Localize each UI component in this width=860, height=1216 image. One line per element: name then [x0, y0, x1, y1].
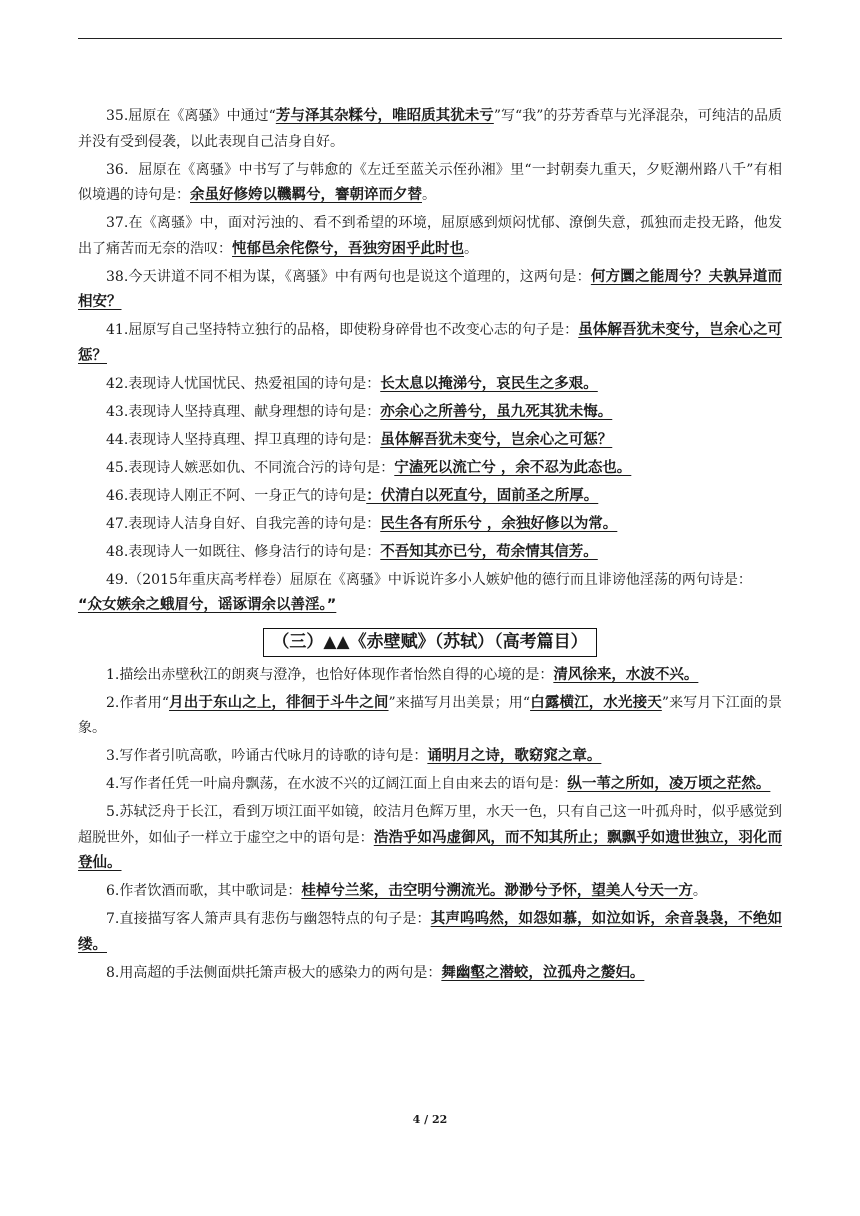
answer-text: 浩浩乎如冯虚御风，而不知其所止；飘飘乎如遗世独立，羽化而登仙。 [78, 829, 782, 871]
answer-text: 忳郁邑余侘傺兮，吾独穷困乎此时也 [232, 240, 464, 257]
question-text: 3.写作者引吭高歌，吟诵古代咏月的诗歌的诗句是： [106, 748, 428, 764]
question-text: 48.表现诗人一如既往、修身洁行的诗句是： [106, 543, 381, 560]
answer-text: “众女嫉余之蛾眉兮，谣诼谓余以善淫。” [78, 597, 337, 613]
section-heading-wrap [78, 628, 782, 657]
question-text: 49.（2015年重庆高考样卷）屈原在《离骚》中诉说许多小人嫉妒他的德行而且诽谤他淫荡的两句诗是： [106, 571, 752, 588]
question-text: 1.描绘出赤壁秋江的朗爽与澄净，也恰好体现作者怡然自得的心境的是： [106, 666, 554, 683]
question-text: 41.屈原写自己坚持特立独行的品格，即使粉身碎骨也不改变心志的句子是： [106, 322, 579, 338]
question-text: 37.在《离骚》中，面对污浊的、看不到希望的环境，屈原感到烦闷忧郁、潦倒失意，孤独而走投无路，他发出了痛苦而无奈的浩叹： [78, 215, 782, 257]
question-text: 45.表现诗人嫉恶如仇、不同流合污的诗句是： [106, 459, 395, 476]
question-item [78, 540, 782, 566]
question-item [78, 265, 782, 316]
question-text: 47.表现诗人洁身自好、自我完善的诗句是： [106, 515, 381, 532]
answer-text: 桂棹兮兰桨，击空明兮溯流光。渺渺兮予怀，望美人兮天一方 [301, 883, 693, 899]
question-tail: ”写“我”的芬芳香草与光泽混杂，可纯洁的品质并没有受到侵袭，以此表现自己洁身自好。 [78, 108, 782, 150]
question-item [78, 663, 782, 689]
question-tail: 。 [464, 240, 478, 257]
question-item [78, 372, 782, 398]
question-text: 35.屈原在《离骚》中通过“ [106, 108, 276, 124]
question-item [78, 318, 782, 369]
answer-text: 白露横江，水光接天 [530, 694, 662, 711]
answer-text: 舞幽壑之潜蛟，泣孤舟之嫠妇。 [441, 964, 645, 981]
question-tail: ”来写月下江面的景象。 [78, 694, 782, 736]
question-text: 8.用高超的手法侧面烘托箫声极大的感染力的两句是： [106, 964, 442, 981]
answer-text: 长太息以掩涕兮，哀民生之多艰。 [380, 375, 598, 392]
question-text: 46.表现诗人刚正不阿、一身正气的诗句是 [106, 487, 367, 504]
question-text: 44.表现诗人坚持真理、捍卫真理的诗句是： [106, 431, 381, 448]
question-item [78, 484, 782, 510]
page-number: 4 / 22 [412, 1113, 448, 1126]
answer-text: 余虽好修姱以鞿羁兮，謇朝谇而夕替 [190, 187, 422, 203]
answer-text: 虽体解吾犹未变兮，岂余心之可惩？ [380, 431, 613, 448]
answer-text: 芳与泽其杂糅兮，唯昭质其犹未亏 [275, 108, 494, 124]
question-item [78, 456, 782, 482]
question-item [78, 907, 782, 958]
answer-text: 清风徐来，水波不兴。 [553, 666, 699, 683]
question-text: 38.今天讲道不同不相为谋，《离骚》中有两句也是说这个道理的，这两句是： [106, 268, 591, 285]
question-item [78, 879, 782, 905]
question-item [78, 400, 782, 426]
question-item [78, 691, 782, 742]
question-item [78, 211, 782, 262]
question-text: 2.作者用“ [106, 694, 170, 711]
answer-text: 何方圜之能周兮？夫孰异道而相安？ [78, 268, 782, 310]
section-heading: （三）▲▲《赤壁赋》（苏轼）（高考篇目） [263, 628, 596, 657]
answer-text: 亦余心之所善兮，虽九死其犹未悔。 [380, 403, 613, 420]
question-item [78, 158, 782, 209]
question-text: 43.表现诗人坚持真理、献身理想的诗句是： [106, 403, 381, 420]
question-text: 6.作者饮酒而歌，其中歌词是： [106, 883, 302, 899]
question-item [78, 744, 782, 770]
answer-text: ：伏清白以死直兮，固前圣之所厚。 [366, 487, 599, 504]
question-item [78, 104, 782, 155]
question-item [78, 512, 782, 538]
answer-text: 不吾知其亦已兮，苟余情其信芳。 [380, 543, 598, 560]
question-item [78, 800, 782, 877]
question-text: 7.直接描写客人箫声具有悲伤与幽怨特点的句子是： [106, 911, 431, 927]
header-rule [78, 38, 782, 39]
question-item [78, 772, 782, 798]
answer-text: 民生各有所乐兮 ，余独好修以为常。 [380, 515, 618, 532]
question-text: 5.苏轼泛舟于长江，看到万顷江面平如镜，皎洁月色辉万里，水天一色，只有自己这一叶孤舟时，似乎感觉到超脱世外，如仙子一样立于虚空之中的语句是： [78, 804, 782, 846]
answer-text: 其声呜呜然，如怨如慕，如泣如诉，余音袅袅，不绝如缕。 [78, 911, 783, 953]
question-item [78, 568, 782, 619]
question-tail: 。 [422, 187, 436, 203]
question-tail: ”来描写月出美景；用“ [388, 694, 531, 711]
question-tail: 。 [692, 883, 707, 899]
answer-text: 月出于东山之上，徘徊于斗牛之间 [169, 694, 389, 711]
answer-text: 虽体解吾犹未变兮，岂余心之可惩？ [78, 322, 783, 364]
answer-text: 诵明月之诗，歌窈窕之章。 [427, 748, 602, 764]
answer-text: 宁溘死以流亡兮 ，余不忍为此态也。 [394, 459, 632, 476]
question-item [78, 428, 782, 454]
document-body [78, 104, 782, 989]
question-text: 4.写作者任凭一叶扁舟飘荡，在水波不兴的辽阔江面上自由来去的语句是： [106, 776, 568, 792]
answer-text: 纵一苇之所如，凌万顷之茫然。 [567, 776, 771, 792]
lisao-section [78, 104, 782, 619]
question-text: 42.表现诗人忧国忧民、热爱祖国的诗句是： [106, 375, 381, 392]
question-text: 36．屈原在《离骚》中书写了与韩愈的《左迁至蓝关示侄孙湘》里“一封朝奏九重天，夕贬潮州路八千”有相似境遇的诗句是： [78, 161, 782, 203]
chibi-section [78, 663, 782, 987]
question-item [78, 961, 782, 987]
